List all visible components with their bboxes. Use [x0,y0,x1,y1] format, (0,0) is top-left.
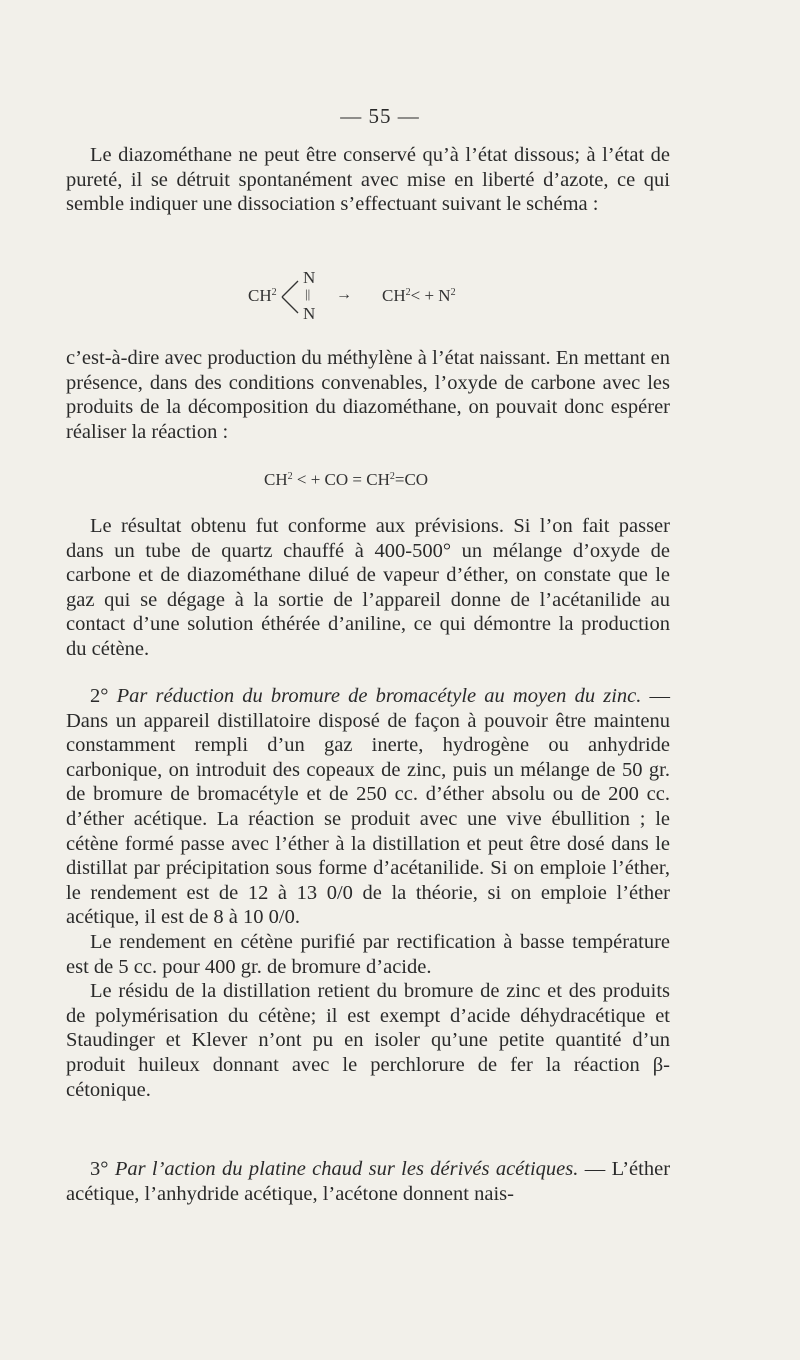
section-title: Par l’action du platine chaud sur les dérivés acétiques. [114,1158,579,1180]
formula-n-top: N [303,268,316,287]
paragraph-text: c’est-à-dire avec production du méthylène à l’état naissant. En mettant en présence, dans des conditions convenables, l’oxyde de carbone avec les produits de la décomposition du diazométhane, on pouvait donc espérer réaliser la réaction : [66,347,670,443]
section-2-paragraph [66,684,670,930]
formula-n-bottom: N [303,304,316,323]
paragraph-text: Le rendement en cétène purifié par rectification à basse température est de 5 cc. pour 400 gr. de bromure d’acide. [66,930,670,978]
formula-ketene-text: $CH^2$ < + CO = $CH^2=CO$ [264,470,429,489]
arrow-icon: → [336,286,352,303]
formula-diazomethane [248,270,508,326]
em-dash: — [584,1158,606,1180]
formula-rhs: $CH^2< + N^2$ [382,286,456,305]
em-dash: — [649,685,671,707]
formula-double-bond: || [305,286,311,301]
paragraph-text: Le résultat obtenu fut conforme aux prévisions. Si l’on fait passer dans un tube de quartz chauffé à 400-500° un mélange d’oxyde de carbone et de diazométhane dilué de vapeur d’éther, on constate que le gaz qui se dégage à la sortie de l’appareil donne de l’acétanilide au contact d’une solution éthérée d’aniline, ce qui démontre la production du cétène. [66,515,670,660]
paragraph-text: Le diazométhane ne peut être conservé qu’à l’état dissous; à l’état de pureté, il se détruit spontanément avec mise en liberté d’azote, ce qui semble indiquer une dissociation s’effectuant suivant le schéma : [66,144,670,216]
section-2 [66,684,670,1102]
section-number: 3° [90,1158,109,1180]
page-number: — 55 — [340,104,420,128]
paragraph-2 [66,346,670,444]
section-number: 2° [90,685,109,707]
formula-ketene [264,470,524,494]
ring-bonds-icon [280,278,302,316]
section-title: Par réduction du bromure de bromacétyle au moyen du zinc. [116,685,642,707]
section-3-paragraph [66,1157,670,1206]
paragraph-3 [66,514,670,662]
paragraph-text: L’éther acétique, l’anhydride acétique, l’acétone donnent nais- [66,1158,671,1205]
paragraph-text: Dans un appareil distillatoire disposé de façon à pouvoir être maintenu constamment rempli d’un gaz inerte, hydrogène ou anhydride carbonique, on introduit des copeaux de zinc, puis un mélange de 50 gr. de bromure de bromacétyle et de 250 cc. d’éther absolu ou de 200 cc. d’éther acétique. La réaction se produit avec une vive ébullition ; le cétène formé passe avec l’éther à la distillation et peut être dosé dans le distillat par précipitation sous forme d’acétanilide. Si on emploie l’éther, le rendement est de 12 à 13 0/0 de la théorie, si on emploie l’éther acétique, il est de 8 à 10 0/0. [66,709,670,929]
paragraph-text: Le résidu de la distillation retient du bromure de zinc et des produits de polymérisation du cétène; il est exempt d’acide déhydracétique et Staudinger et Klever n’ont pu en isoler qu’une petite quantité d’un produit huileux donnant avec le perchlorure de fer la réaction β-cétonique. [66,980,670,1101]
section-3 [66,1157,670,1206]
formula-ch2: $CH^2$ [248,286,277,305]
paragraph-1 [66,143,670,217]
